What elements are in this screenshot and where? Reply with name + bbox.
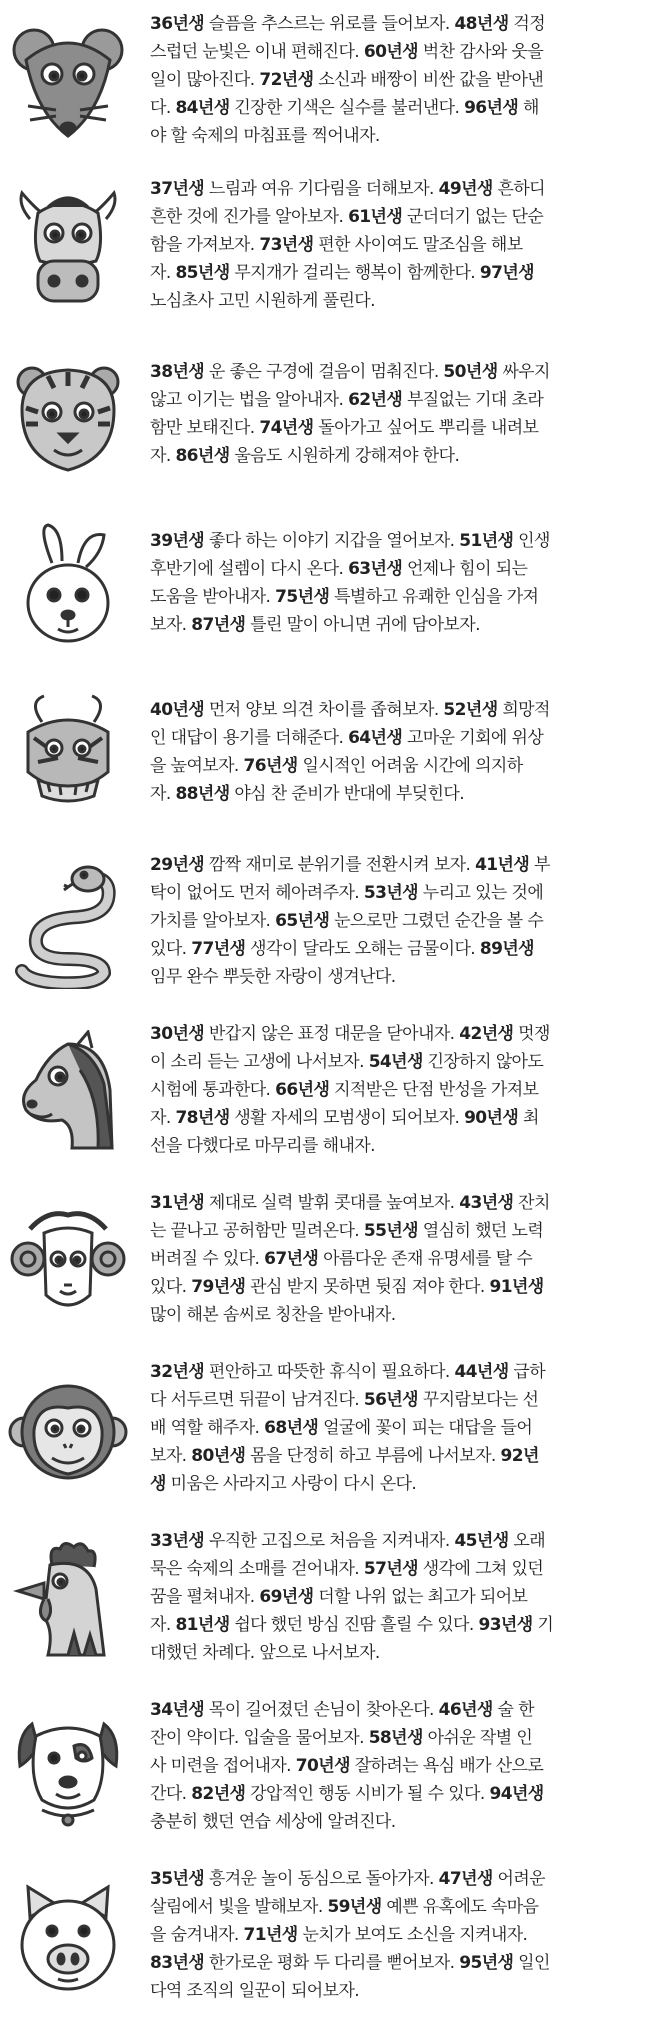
fortune-line bbox=[150, 851, 636, 879]
birth-year-label: 84년생 bbox=[175, 98, 230, 118]
fortune-line bbox=[150, 907, 636, 935]
birth-year-label: 76년생 bbox=[243, 756, 298, 776]
fortune-phrase: 살림에서 빛을 발해보자. bbox=[150, 1897, 328, 1917]
birth-year-label: 62년생 bbox=[348, 390, 403, 410]
fortune-text bbox=[150, 696, 636, 808]
fortune-phrase: 인 대답이 용기를 더해준다. bbox=[150, 728, 349, 748]
fortune-phrase: 다. bbox=[150, 98, 176, 118]
fortune-line bbox=[150, 611, 636, 639]
birth-year-label: 44년생 bbox=[454, 1362, 509, 1382]
birth-year-label: 70년생 bbox=[295, 1756, 350, 1776]
fortune-phrase: 시험에 통과한다. bbox=[150, 1080, 276, 1100]
fortune-phrase: 편안하고 따뜻한 휴식이 필요하다. bbox=[204, 1362, 455, 1382]
fortune-entry-rooster bbox=[0, 1521, 647, 1690]
fortune-phrase: 미움은 사라지고 사랑이 다시 온다. bbox=[165, 1474, 417, 1494]
birth-year-label: 45년생 bbox=[454, 1531, 509, 1551]
fortune-phrase: 반갑지 않은 표정 대문을 닫아내자. bbox=[204, 1024, 460, 1044]
fortune-phrase: 언제나 힘이 되는 bbox=[402, 559, 528, 579]
birth-year-label: 46년생 bbox=[438, 1700, 493, 1720]
fortune-phrase: 꾸지람보다는 선 bbox=[418, 1390, 539, 1410]
fortune-phrase: 인생 bbox=[513, 531, 550, 551]
ox-face-icon bbox=[8, 185, 128, 313]
fortune-line bbox=[150, 1245, 636, 1273]
fortune-phrase: 군더더기 없는 단순 bbox=[402, 207, 544, 227]
fortune-phrase: 슬픔을 추스르는 위로를 들어보자. bbox=[204, 14, 455, 34]
fortune-phrase: 벅찬 감사와 웃을 bbox=[418, 42, 544, 62]
birth-year-label: 54년생 bbox=[368, 1052, 423, 1072]
fortune-phrase: 소신과 배짱이 비싼 값을 받아낸 bbox=[313, 70, 544, 90]
fortune-phrase: 고마운 기회에 위상 bbox=[402, 728, 544, 748]
fortune-line bbox=[150, 386, 636, 414]
fortune-entry-rabbit bbox=[0, 507, 647, 676]
fortune-text bbox=[150, 1358, 636, 1498]
fortune-line bbox=[150, 1048, 636, 1076]
fortune-line bbox=[150, 1527, 636, 1555]
birth-year-label: 90년생 bbox=[464, 1108, 519, 1128]
birth-year-label: 39년생 bbox=[150, 531, 205, 551]
birth-year-label: 36년생 bbox=[150, 14, 205, 34]
fortune-phrase: 관심 받지 못하면 뒷짐 져야 한다. bbox=[245, 1277, 490, 1297]
fortune-phrase: 일이 많아진다. bbox=[150, 70, 260, 90]
birth-year-label: 63년생 bbox=[348, 559, 403, 579]
fortune-phrase: 일시적인 어려움 시간에 의지하 bbox=[297, 756, 523, 776]
fortune-phrase: 보자. bbox=[150, 615, 192, 635]
fortune-phrase: 자. bbox=[150, 1108, 176, 1128]
fortune-line bbox=[150, 1893, 636, 1921]
birth-year-label: 47년생 bbox=[438, 1869, 493, 1889]
fortune-line bbox=[150, 66, 636, 94]
fortune-phrase: 우직한 고집으로 처음을 지켜내자. bbox=[204, 1531, 455, 1551]
birth-year-label: 73년생 bbox=[259, 235, 314, 255]
fortune-phrase: 얼굴에 꽃이 피는 대답을 들어 bbox=[318, 1418, 533, 1438]
fortune-phrase: 탁이 없어도 먼저 헤아려주자. bbox=[150, 883, 364, 903]
birth-year-label: 68년생 bbox=[264, 1418, 319, 1438]
fortune-phrase: 선을 다했다로 마무리를 해내자. bbox=[150, 1136, 375, 1156]
fortune-phrase: 싸우지 bbox=[497, 362, 550, 382]
fortune-text bbox=[150, 1527, 636, 1667]
fortune-text bbox=[150, 1865, 636, 2005]
fortune-phrase: 편한 사이여도 말조심을 해보 bbox=[313, 235, 523, 255]
fortune-phrase: 목이 길어졌던 손님이 찾아온다. bbox=[204, 1700, 439, 1720]
fortune-entry-monkey bbox=[0, 1352, 647, 1521]
fortune-phrase: 잔이 약이다. 입술을 물어보자. bbox=[150, 1728, 369, 1748]
fortune-phrase: 부질없는 기대 초라 bbox=[402, 390, 544, 410]
birth-year-label: 75년생 bbox=[275, 587, 330, 607]
fortune-phrase: 는 끝나고 공허함만 밀려온다. bbox=[150, 1221, 364, 1241]
fortune-line bbox=[150, 1780, 636, 1808]
fortune-phrase: 눈치가 보여도 소신을 지켜내자. bbox=[297, 1925, 528, 1945]
fortune-line bbox=[150, 287, 636, 315]
birth-year-label: 61년생 bbox=[348, 207, 403, 227]
fortune-entry-dragon bbox=[0, 676, 647, 845]
fortune-phrase: 흥겨운 놀이 동심으로 돌아가자. bbox=[204, 1869, 439, 1889]
birth-year-label: 57년생 bbox=[363, 1559, 418, 1579]
fortune-phrase: 더할 나위 없는 최고가 되어보 bbox=[313, 1587, 528, 1607]
fortune-phrase: 술 한 bbox=[492, 1700, 534, 1720]
dog-face-icon bbox=[8, 1706, 128, 1834]
fortune-line bbox=[150, 583, 636, 611]
fortune-phrase: 일인 bbox=[513, 1953, 550, 1973]
birth-year-label: 65년생 bbox=[275, 911, 330, 931]
birth-year-label: 72년생 bbox=[259, 70, 314, 90]
birth-year-label: 79년생 bbox=[191, 1277, 246, 1297]
fortune-text bbox=[150, 10, 636, 150]
birth-year-label: 91년생 bbox=[489, 1277, 544, 1297]
fortune-line bbox=[150, 175, 636, 203]
fortune-phrase: 무지개가 걸리는 행복이 함께한다. bbox=[229, 263, 480, 283]
fortune-line bbox=[150, 555, 636, 583]
fortune-line bbox=[150, 358, 636, 386]
fortune-phrase: 자. bbox=[150, 1615, 176, 1635]
birth-year-label: 82년생 bbox=[191, 1784, 246, 1804]
fortune-phrase: 어려운 bbox=[492, 1869, 546, 1889]
birth-year-label: 69년생 bbox=[259, 1587, 314, 1607]
fortune-phrase: 임무 완수 뿌듯한 자랑이 생겨난다. bbox=[150, 967, 396, 987]
fortune-line bbox=[150, 1470, 636, 1498]
fortune-text bbox=[150, 1696, 636, 1836]
fortune-text bbox=[150, 527, 636, 639]
fortune-line bbox=[150, 696, 636, 724]
fortune-phrase: 기 bbox=[532, 1615, 554, 1635]
fortune-phrase: 보자. bbox=[150, 1446, 192, 1466]
fortune-phrase: 사 미련을 접어내자. bbox=[150, 1756, 296, 1776]
fortune-phrase: 지적받은 단점 반성을 가져보 bbox=[329, 1080, 539, 1100]
fortune-line bbox=[150, 1639, 636, 1667]
fortune-line bbox=[150, 1921, 636, 1949]
fortune-phrase: 강압적인 행동 시비가 될 수 있다. bbox=[245, 1784, 490, 1804]
fortune-text bbox=[150, 851, 636, 991]
fortune-phrase: 자. bbox=[150, 446, 176, 466]
birth-year-label: 58년생 bbox=[368, 1728, 423, 1748]
fortune-phrase: 쉽다 했던 방심 진땀 흘릴 수 있다. bbox=[229, 1615, 479, 1635]
fortune-line bbox=[150, 1611, 636, 1639]
fortune-line bbox=[150, 879, 636, 907]
fortune-line bbox=[150, 38, 636, 66]
birth-year-label: 38년생 bbox=[150, 362, 205, 382]
birth-year-label: 95년생 bbox=[459, 1953, 514, 1973]
fortune-phrase: 한가로운 평화 두 다리를 뻗어보자. bbox=[204, 1953, 460, 1973]
fortune-phrase: 이 소리 듣는 고생에 나서보자. bbox=[150, 1052, 369, 1072]
fortune-phrase: 생각에 그쳐 있던 bbox=[418, 1559, 544, 1579]
fortune-entry-snake bbox=[0, 845, 647, 1014]
birth-year-label: 42년생 bbox=[459, 1024, 514, 1044]
fortune-phrase: 급하 bbox=[508, 1362, 546, 1382]
fortune-phrase: 않고 이기는 법을 알아내자. bbox=[150, 390, 349, 410]
fortune-phrase: 야 할 숙제의 마침표를 찍어내자. bbox=[150, 126, 380, 146]
fortune-phrase: 을 높여보자. bbox=[150, 756, 244, 776]
birth-year-label: 86년생 bbox=[175, 446, 230, 466]
fortune-phrase: 함을 가져보자. bbox=[150, 235, 260, 255]
birth-year-label: 53년생 bbox=[363, 883, 418, 903]
birth-year-label: 87년생 bbox=[191, 615, 246, 635]
birth-year-label: 60년생 bbox=[363, 42, 418, 62]
fortune-phrase: 자. bbox=[150, 263, 176, 283]
fortune-phrase: 꿈을 펼쳐내자. bbox=[150, 1587, 260, 1607]
fortune-line bbox=[150, 935, 636, 963]
fortune-phrase: 특별하고 유쾌한 인심을 가져 bbox=[329, 587, 539, 607]
fortune-phrase: 스럽던 눈빛은 이내 편해진다. bbox=[150, 42, 364, 62]
birth-year-label: 71년생 bbox=[243, 1925, 298, 1945]
birth-year-label: 30년생 bbox=[150, 1024, 205, 1044]
fortune-line bbox=[150, 1217, 636, 1245]
fortune-phrase: 대했던 차례다. 앞으로 나서보자. bbox=[150, 1643, 380, 1663]
fortune-text bbox=[150, 358, 636, 470]
fortune-line bbox=[150, 10, 636, 38]
birth-year-label: 50년생 bbox=[443, 362, 498, 382]
fortune-text bbox=[150, 175, 636, 315]
birth-year-label: 78년생 bbox=[175, 1108, 230, 1128]
fortune-phrase: 버려질 수 있다. bbox=[150, 1249, 265, 1269]
fortune-phrase: 깜짝 재미로 분위기를 전환시켜 보자. bbox=[204, 855, 476, 875]
fortune-phrase: 희망적 bbox=[497, 700, 550, 720]
fortune-phrase: 멋쟁 bbox=[513, 1024, 550, 1044]
fortune-phrase: 아름다운 존재 유명세를 탈 수 bbox=[318, 1249, 533, 1269]
fortune-entry-sheep bbox=[0, 1183, 647, 1352]
monkey-face-icon bbox=[8, 1368, 128, 1496]
fortune-phrase: 충분히 했던 연습 세상에 알려진다. bbox=[150, 1812, 396, 1832]
fortune-line bbox=[150, 780, 636, 808]
fortune-line bbox=[150, 1076, 636, 1104]
fortune-phrase: 다 서두르면 뒤끝이 남겨진다. bbox=[150, 1390, 364, 1410]
fortune-line bbox=[150, 1414, 636, 1442]
fortune-phrase: 있다. bbox=[150, 939, 192, 959]
fortune-phrase: 긴장한 기색은 실수를 불러낸다. bbox=[229, 98, 465, 118]
fortune-phrase: 아쉬운 작별 인 bbox=[422, 1728, 533, 1748]
birth-year-label: 81년생 bbox=[175, 1615, 230, 1635]
sheep-face-icon bbox=[8, 1199, 128, 1327]
fortune-phrase: 돌아가고 싶어도 뿌리를 내려보 bbox=[313, 418, 539, 438]
snake-icon bbox=[8, 861, 128, 989]
fortune-line bbox=[150, 1132, 636, 1160]
birth-year-label: 97년생 bbox=[479, 263, 534, 283]
fortune-phrase: 오래 bbox=[508, 1531, 546, 1551]
fortune-phrase: 배 역할 해주자. bbox=[150, 1418, 265, 1438]
birth-year-label: 83년생 bbox=[150, 1953, 205, 1973]
fortune-phrase: 있다. bbox=[150, 1277, 192, 1297]
fortune-line bbox=[150, 1104, 636, 1132]
birth-year-label: 32년생 bbox=[150, 1362, 205, 1382]
fortune-phrase: 을 숨겨내자. bbox=[150, 1925, 244, 1945]
fortune-line bbox=[150, 231, 636, 259]
birth-year-label: 51년생 bbox=[459, 531, 514, 551]
fortune-line bbox=[150, 1273, 636, 1301]
fortune-entry-pig bbox=[0, 1859, 647, 2028]
birth-year-label: 56년생 bbox=[363, 1390, 418, 1410]
fortune-phrase: 틀린 말이 아니면 귀에 담아보자. bbox=[245, 615, 480, 635]
fortune-phrase: 다역 조직의 일꾼이 되어보자. bbox=[150, 1981, 360, 2001]
birth-year-label: 66년생 bbox=[275, 1080, 330, 1100]
birth-year-label: 96년생 bbox=[464, 98, 519, 118]
fortune-entry-rat bbox=[0, 0, 647, 169]
fortune-line bbox=[150, 1555, 636, 1583]
birth-year-label: 80년생 bbox=[191, 1446, 246, 1466]
fortune-line bbox=[150, 1696, 636, 1724]
birth-year-label: 43년생 bbox=[459, 1193, 514, 1213]
fortune-phrase: 해 bbox=[518, 98, 539, 118]
fortune-line bbox=[150, 724, 636, 752]
fortune-phrase: 몸을 단정히 하고 부름에 나서보자. bbox=[245, 1446, 501, 1466]
birth-year-label: 40년생 bbox=[150, 700, 205, 720]
rat-face-icon bbox=[8, 16, 128, 144]
fortune-line bbox=[150, 122, 636, 150]
fortune-phrase: 걱정 bbox=[508, 14, 546, 34]
fortune-phrase: 간다. bbox=[150, 1784, 192, 1804]
fortune-line bbox=[150, 414, 636, 442]
fortune-phrase: 함만 보태진다. bbox=[150, 418, 260, 438]
fortune-entry-horse bbox=[0, 1014, 647, 1183]
fortune-line bbox=[150, 1865, 636, 1893]
fortune-phrase: 생각이 달라도 오해는 금물이다. bbox=[245, 939, 480, 959]
dragon-face-icon bbox=[8, 692, 128, 820]
birth-year-label: 37년생 bbox=[150, 179, 205, 199]
birth-year-label: 64년생 bbox=[348, 728, 403, 748]
fortune-line bbox=[150, 1386, 636, 1414]
fortune-phrase: 제대로 실력 발휘 콧대를 높여보자. bbox=[204, 1193, 460, 1213]
fortune-line bbox=[150, 442, 636, 470]
birth-year-label: 41년생 bbox=[475, 855, 530, 875]
fortune-phrase: 부 bbox=[529, 855, 550, 875]
fortune-line bbox=[150, 1949, 636, 1977]
fortune-phrase: 긴장하지 않아도 bbox=[422, 1052, 544, 1072]
fortune-line bbox=[150, 1020, 636, 1048]
birth-year-label: 89년생 bbox=[479, 939, 534, 959]
fortune-line bbox=[150, 963, 636, 991]
fortune-phrase: 도움을 받아내자. bbox=[150, 587, 276, 607]
birth-year-label: 49년생 bbox=[438, 179, 493, 199]
fortune-line bbox=[150, 1358, 636, 1386]
fortune-line bbox=[150, 1442, 636, 1470]
birth-year-label: 88년생 bbox=[175, 784, 230, 804]
fortune-phrase: 느림과 여유 기다림을 더해보자. bbox=[204, 179, 439, 199]
fortune-phrase: 울음도 시원하게 강해져야 한다. bbox=[229, 446, 460, 466]
fortune-phrase: 묵은 숙제의 소매를 걷어내자. bbox=[150, 1559, 364, 1579]
fortune-line bbox=[150, 1189, 636, 1217]
fortune-text bbox=[150, 1020, 636, 1160]
rabbit-face-icon bbox=[8, 523, 128, 651]
fortune-phrase: 운 좋은 구경에 걸음이 멈춰진다. bbox=[204, 362, 444, 382]
fortune-entry-ox bbox=[0, 169, 647, 338]
birth-year-label: 59년생 bbox=[327, 1897, 382, 1917]
fortune-phrase: 좋다 하는 이야기 지갑을 열어보자. bbox=[204, 531, 460, 551]
fortune-phrase: 잘하려는 욕심 배가 산으로 bbox=[349, 1756, 544, 1776]
birth-year-label: 77년생 bbox=[191, 939, 246, 959]
fortune-phrase: 자. bbox=[150, 784, 176, 804]
horse-face-icon bbox=[8, 1030, 128, 1158]
fortune-phrase: 예쁜 유혹에도 속마음 bbox=[381, 1897, 539, 1917]
birth-year-label: 94년생 bbox=[489, 1784, 544, 1804]
fortune-line bbox=[150, 1808, 636, 1836]
fortune-phrase: 잔치 bbox=[513, 1193, 550, 1213]
birth-year-label: 92년 bbox=[500, 1446, 539, 1466]
birth-year-label: 93년생 bbox=[478, 1615, 533, 1635]
rooster-face-icon bbox=[8, 1537, 128, 1665]
fortune-line bbox=[150, 1724, 636, 1752]
fortune-phrase: 열심히 했던 노력 bbox=[418, 1221, 544, 1241]
birth-year-label: 생 bbox=[150, 1474, 166, 1494]
fortune-phrase: 야심 찬 준비가 반대에 부딪힌다. bbox=[229, 784, 465, 804]
fortune-entry-tiger bbox=[0, 338, 647, 507]
fortune-phrase: 누리고 있는 것에 bbox=[418, 883, 544, 903]
fortune-phrase: 흔한 것에 진가를 알아보자. bbox=[150, 207, 349, 227]
fortune-line bbox=[150, 259, 636, 287]
birth-year-label: 35년생 bbox=[150, 1869, 205, 1889]
birth-year-label: 31년생 bbox=[150, 1193, 205, 1213]
birth-year-label: 85년생 bbox=[175, 263, 230, 283]
fortune-phrase: 후반기에 설렘이 다시 온다. bbox=[150, 559, 349, 579]
fortune-entry-dog bbox=[0, 1690, 647, 1859]
fortune-phrase: 가치를 알아보자. bbox=[150, 911, 276, 931]
fortune-line bbox=[150, 1583, 636, 1611]
fortune-phrase: 노심초사 고민 시원하게 풀린다. bbox=[150, 291, 375, 311]
fortune-phrase: 흔하디 bbox=[492, 179, 546, 199]
birth-year-label: 52년생 bbox=[443, 700, 498, 720]
birth-year-label: 34년생 bbox=[150, 1700, 205, 1720]
fortune-line bbox=[150, 203, 636, 231]
fortune-line bbox=[150, 94, 636, 122]
fortune-phrase: 먼저 양보 의견 차이를 좁혀보자. bbox=[204, 700, 444, 720]
fortune-phrase: 최 bbox=[518, 1108, 539, 1128]
fortune-line bbox=[150, 1752, 636, 1780]
fortune-phrase: 눈으로만 그렸던 순간을 볼 수 bbox=[329, 911, 544, 931]
birth-year-label: 29년생 bbox=[150, 855, 205, 875]
fortune-line bbox=[150, 1977, 636, 2005]
fortune-line bbox=[150, 527, 636, 555]
fortune-line bbox=[150, 1301, 636, 1329]
birth-year-label: 74년생 bbox=[259, 418, 314, 438]
birth-year-label: 55년생 bbox=[363, 1221, 418, 1241]
fortune-text bbox=[150, 1189, 636, 1329]
birth-year-label: 67년생 bbox=[264, 1249, 319, 1269]
fortune-line bbox=[150, 752, 636, 780]
pig-face-icon bbox=[8, 1875, 128, 2003]
tiger-face-icon bbox=[8, 354, 128, 482]
birth-year-label: 48년생 bbox=[454, 14, 509, 34]
fortune-phrase: 생활 자세의 모범생이 되어보자. bbox=[229, 1108, 465, 1128]
fortune-phrase: 많이 해본 솜씨로 칭찬을 받아내자. bbox=[150, 1305, 396, 1325]
birth-year-label: 33년생 bbox=[150, 1531, 205, 1551]
